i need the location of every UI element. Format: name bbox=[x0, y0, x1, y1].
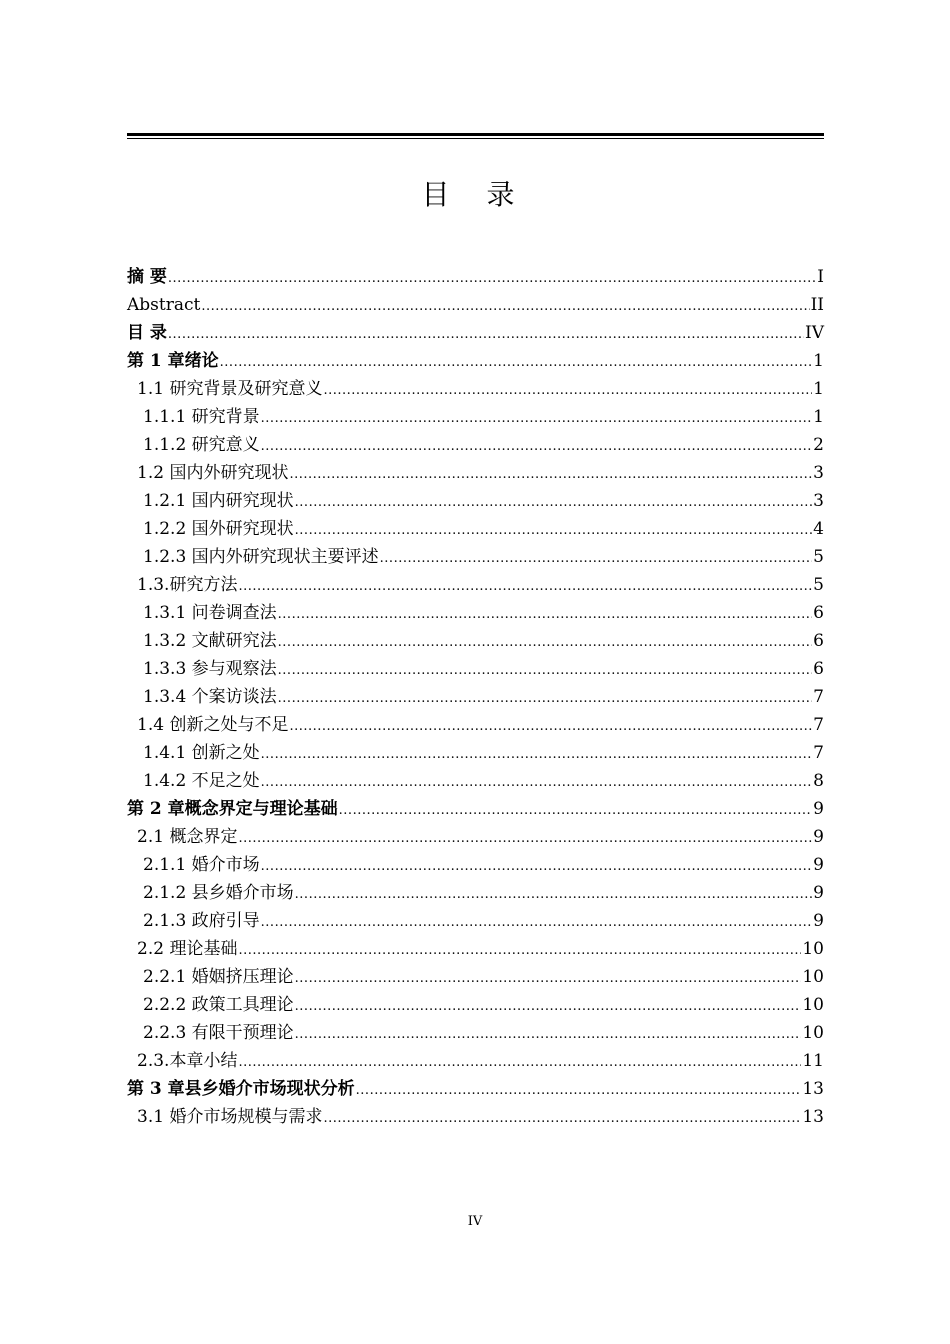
toc-entry-page: 7 bbox=[813, 715, 824, 735]
toc-entry-title: 目 录 bbox=[127, 323, 167, 343]
toc-entry[interactable] bbox=[127, 375, 824, 403]
toc-entry-page: 1 bbox=[813, 407, 824, 427]
toc-entry[interactable] bbox=[127, 515, 824, 543]
toc-entry-page: 5 bbox=[813, 547, 824, 567]
toc-dot-leader bbox=[295, 881, 813, 909]
toc-entry[interactable] bbox=[127, 851, 824, 879]
toc-entry-title: 第 2 章概念界定与理论基础 bbox=[127, 799, 338, 819]
toc-entry-page: 9 bbox=[813, 855, 824, 875]
toc-entry-title: 1.3.研究方法 bbox=[137, 575, 238, 595]
page-number-footer: IV bbox=[467, 1214, 483, 1229]
toc-entry[interactable] bbox=[127, 403, 824, 431]
toc-dot-leader bbox=[261, 741, 813, 769]
toc-entry-page: 6 bbox=[813, 603, 824, 623]
toc-dot-leader bbox=[238, 825, 812, 853]
toc-entry[interactable] bbox=[127, 991, 824, 1019]
toc-entry-page: 9 bbox=[813, 911, 824, 931]
toc-dot-leader bbox=[295, 489, 813, 517]
toc-dot-leader bbox=[323, 377, 812, 405]
toc-dot-leader bbox=[201, 293, 809, 321]
toc-entry-title: 2.2.3 有限干预理论 bbox=[143, 1023, 294, 1043]
header-rule-thick bbox=[127, 133, 824, 136]
toc-dot-leader bbox=[278, 601, 813, 629]
toc-entry-title: 1.4 创新之处与不足 bbox=[137, 715, 289, 735]
toc-entry-page: 7 bbox=[813, 687, 824, 707]
toc-entry[interactable] bbox=[127, 319, 824, 347]
toc-entry[interactable] bbox=[127, 907, 824, 935]
toc-entry-title: 2.1.1 婚介市场 bbox=[143, 855, 260, 875]
toc-entry-title: 1.2.2 国外研究现状 bbox=[143, 519, 294, 539]
toc-entry-title: 2.1.2 县乡婚介市场 bbox=[143, 883, 294, 903]
toc-dot-leader bbox=[289, 461, 812, 489]
toc-entry[interactable] bbox=[127, 683, 824, 711]
toc-dot-leader bbox=[295, 1021, 802, 1049]
toc-dot-leader bbox=[238, 1049, 801, 1077]
toc-entry[interactable] bbox=[127, 291, 824, 319]
toc-entry[interactable] bbox=[127, 599, 824, 627]
toc-entry[interactable] bbox=[127, 711, 824, 739]
toc-entry[interactable] bbox=[127, 431, 824, 459]
toc-entry-title: 1.4.1 创新之处 bbox=[143, 743, 260, 763]
toc-dot-leader bbox=[261, 405, 813, 433]
toc-entry-page: II bbox=[810, 295, 824, 315]
toc-entry[interactable] bbox=[127, 655, 824, 683]
toc-entry[interactable] bbox=[127, 963, 824, 991]
toc-entry-title: 1.1.1 研究背景 bbox=[143, 407, 260, 427]
toc-dot-leader bbox=[238, 573, 812, 601]
toc-entry-page: 9 bbox=[813, 883, 824, 903]
toc-dot-leader bbox=[168, 265, 816, 293]
toc-dot-leader bbox=[261, 433, 813, 461]
toc-entry[interactable] bbox=[127, 1103, 824, 1131]
toc-entry-page: 9 bbox=[813, 799, 824, 819]
toc-dot-leader bbox=[278, 685, 813, 713]
toc-entry-title: 摘 要 bbox=[127, 267, 167, 287]
toc-entry[interactable] bbox=[127, 487, 824, 515]
toc-entry-page: 8 bbox=[813, 771, 824, 791]
toc-entry[interactable] bbox=[127, 571, 824, 599]
toc-dot-leader bbox=[295, 993, 802, 1021]
toc-entry[interactable] bbox=[127, 627, 824, 655]
toc-entry-page: 13 bbox=[802, 1079, 824, 1099]
toc-dot-leader bbox=[278, 629, 813, 657]
toc-entry-page: I bbox=[817, 267, 824, 287]
toc-entry[interactable] bbox=[127, 263, 824, 291]
toc-entry[interactable] bbox=[127, 1075, 824, 1103]
toc-dot-leader bbox=[289, 713, 812, 741]
toc-dot-leader bbox=[238, 937, 801, 965]
toc-entry-page: 13 bbox=[802, 1107, 824, 1127]
toc-entry-title: 1.3.1 问卷调查法 bbox=[143, 603, 277, 623]
toc-entry[interactable] bbox=[127, 795, 824, 823]
toc-entry-page: 4 bbox=[813, 519, 824, 539]
toc-entry-title: 1.3.3 参与观察法 bbox=[143, 659, 277, 679]
toc-entry-title: 2.1 概念界定 bbox=[137, 827, 238, 847]
toc-entry-page: 10 bbox=[802, 967, 824, 987]
toc-dot-leader bbox=[323, 1105, 801, 1133]
toc-entry-title: 2.2.1 婚姻挤压理论 bbox=[143, 967, 294, 987]
toc-dot-leader bbox=[295, 965, 802, 993]
toc-entry-page: 10 bbox=[802, 995, 824, 1015]
toc-dot-leader bbox=[261, 909, 813, 937]
toc-entry[interactable] bbox=[127, 879, 824, 907]
toc-dot-leader bbox=[261, 853, 813, 881]
toc-entry-page: 10 bbox=[802, 939, 824, 959]
toc-entry[interactable] bbox=[127, 739, 824, 767]
toc-dot-leader bbox=[278, 657, 813, 685]
toc-entry[interactable] bbox=[127, 823, 824, 851]
toc-entry-title: 1.3.2 文献研究法 bbox=[143, 631, 277, 651]
toc-entry-title: 1.2.3 国内外研究现状主要评述 bbox=[143, 547, 379, 567]
toc-entry[interactable] bbox=[127, 1019, 824, 1047]
toc-entry-page: 10 bbox=[802, 1023, 824, 1043]
toc-entry-title: 2.1.3 政府引导 bbox=[143, 911, 260, 931]
toc-dot-leader bbox=[380, 545, 813, 573]
toc-entry-page: 1 bbox=[813, 351, 824, 371]
toc-entry-page: 6 bbox=[813, 659, 824, 679]
toc-entry-page: 2 bbox=[813, 435, 824, 455]
toc-entry-title: 2.2 理论基础 bbox=[137, 939, 238, 959]
toc-entry-title: 第 1 章绪论 bbox=[127, 351, 219, 371]
toc-entry-page: 9 bbox=[813, 827, 824, 847]
toc-entry-page: 6 bbox=[813, 631, 824, 651]
toc-dot-leader bbox=[261, 769, 813, 797]
toc-entry-title: 第 3 章县乡婚介市场现状分析 bbox=[127, 1079, 355, 1099]
toc-entry-page: 11 bbox=[802, 1051, 824, 1071]
table-of-contents bbox=[127, 263, 824, 1131]
toc-dot-leader bbox=[339, 797, 813, 825]
toc-entry-page: 3 bbox=[813, 463, 824, 483]
toc-entry-title: 3.1 婚介市场规模与需求 bbox=[137, 1107, 323, 1127]
toc-entry-title: 1.2 国内外研究现状 bbox=[137, 463, 289, 483]
toc-entry-title: 2.2.2 政策工具理论 bbox=[143, 995, 294, 1015]
toc-entry-title: 1.1 研究背景及研究意义 bbox=[137, 379, 323, 399]
toc-entry-title: 1.2.1 国内研究现状 bbox=[143, 491, 294, 511]
header-rule-thin bbox=[127, 138, 824, 139]
toc-entry[interactable] bbox=[127, 935, 824, 963]
toc-entry-title: Abstract bbox=[127, 295, 201, 315]
toc-dot-leader bbox=[168, 321, 804, 349]
toc-entry[interactable] bbox=[127, 347, 824, 375]
toc-entry[interactable] bbox=[127, 1047, 824, 1075]
toc-dot-leader bbox=[220, 349, 813, 377]
toc-entry-page: 3 bbox=[813, 491, 824, 511]
toc-entry-title: 1.3.4 个案访谈法 bbox=[143, 687, 277, 707]
toc-entry[interactable] bbox=[127, 459, 824, 487]
toc-entry-page: IV bbox=[805, 323, 824, 343]
toc-entry-title: 1.1.2 研究意义 bbox=[143, 435, 260, 455]
toc-dot-leader bbox=[356, 1077, 802, 1105]
toc-entry-title: 1.4.2 不足之处 bbox=[143, 771, 260, 791]
toc-entry-page: 1 bbox=[813, 379, 824, 399]
toc-entry-title: 2.3.本章小结 bbox=[137, 1051, 238, 1071]
toc-entry-page: 7 bbox=[813, 743, 824, 763]
toc-entry[interactable] bbox=[127, 767, 824, 795]
page-title: 目 录 bbox=[421, 178, 529, 211]
toc-dot-leader bbox=[295, 517, 813, 545]
toc-entry[interactable] bbox=[127, 543, 824, 571]
toc-entry-page: 5 bbox=[813, 575, 824, 595]
